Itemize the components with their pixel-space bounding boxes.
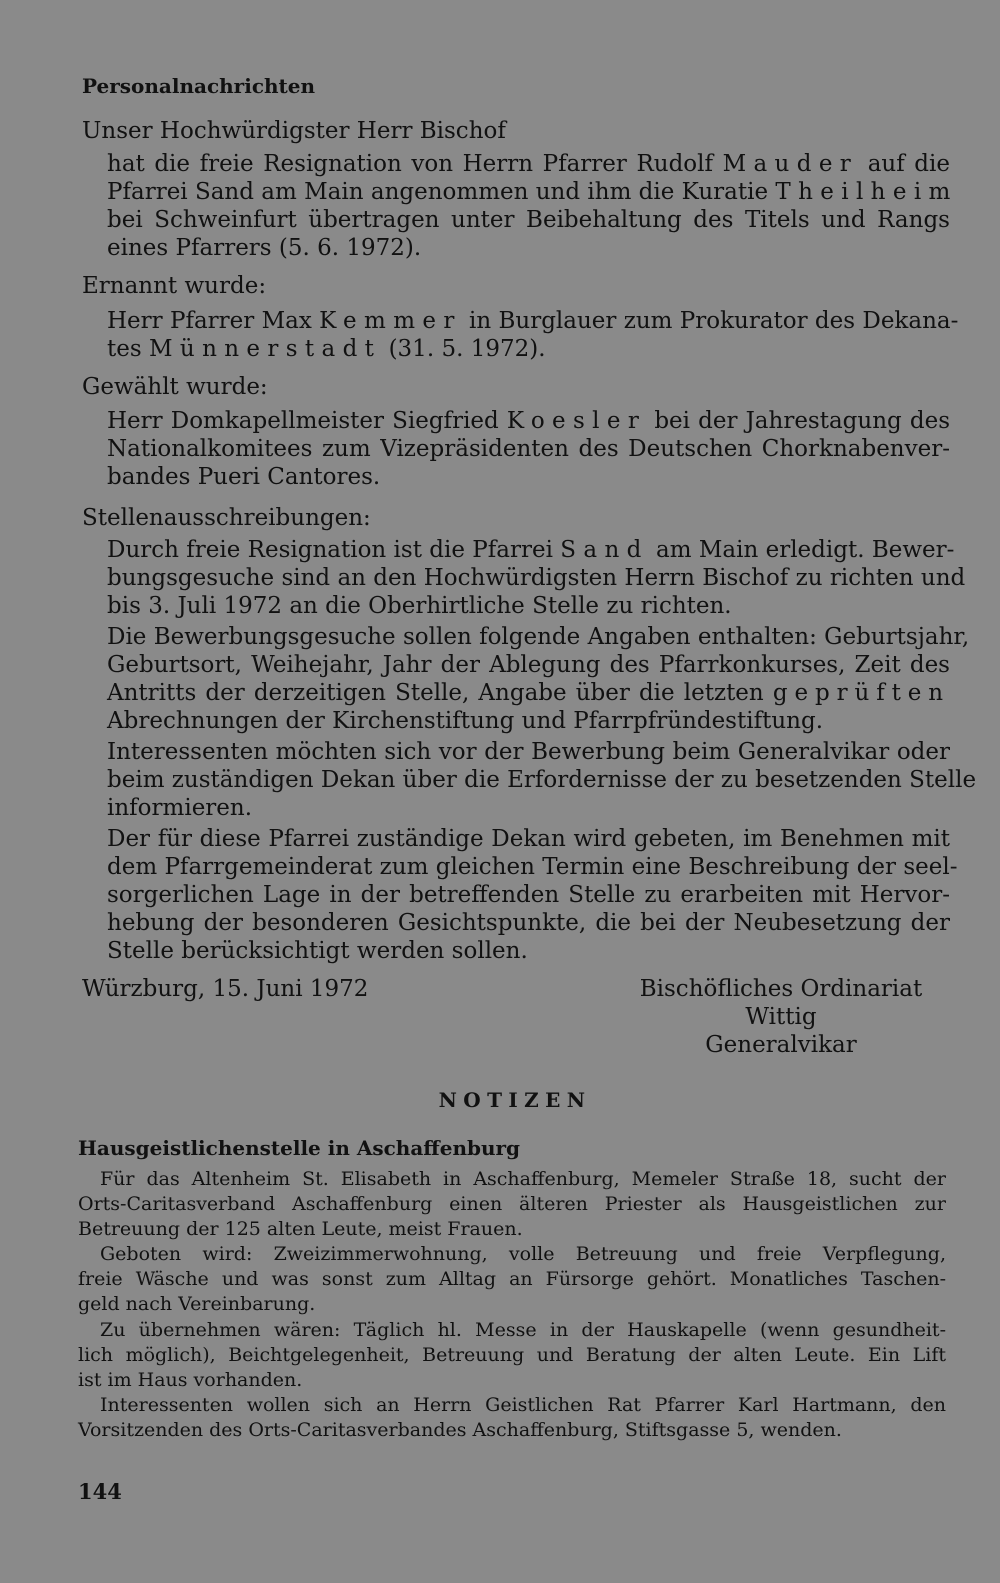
paragraph-line: bandes Pueri Cantores. (107, 464, 381, 490)
notice-title: Hausgeistlichenstelle in Aschaffenburg (78, 1136, 521, 1160)
signature-org: Bischöfliches Ordinariat (639, 976, 923, 1002)
paragraph-line: Antritts der derzeitigen Stelle, Angabe über die letzten geprüften (107, 680, 950, 706)
paragraph-line: Interessenten möchten sich vor der Bewerbung beim Generalvikar oder (107, 739, 950, 765)
paragraph-line: Pfarrei Sand am Main angenommen und ihm die Kuratie Theilheim (107, 179, 958, 205)
paragraph-line: Herr Domkapellmeister Siegfried Koesler bei der Jahrestagung des (107, 408, 951, 434)
notice-line: Für das Altenheim St. Elisabeth in Aschaffenburg, Memeler Straße 18, sucht der (100, 1168, 946, 1190)
paragraph-line: hat die freie Resignation von Herrn Pfarrer Rudolf Mauder auf die (107, 151, 951, 177)
place-date: Würzburg, 15. Juni 1972 (82, 976, 369, 1002)
notice-line: Vorsitzenden des Orts-Caritasverbandes Aschaffenburg, Stiftsgasse 5, wenden. (78, 1419, 842, 1441)
section-heading-notizen: NOTIZEN (438, 1088, 592, 1112)
paragraph-line: tes Münnerstadt (31. 5. 1972). (107, 336, 546, 362)
paragraph-line: hebung der besonderen Gesichtspunkte, die bei der Neubesetzung der (107, 910, 950, 936)
paragraph-line: eines Pfarrers (5. 6. 1972). (107, 235, 422, 261)
paragraph-line: Abrechnungen der Kirchenstiftung und Pfarrpfründestiftung. (107, 708, 823, 734)
paragraph-line: Durch freie Resignation ist die Pfarrei Sand am Main erledigt. Bewer- (107, 537, 955, 563)
intro-line: Unser Hochwürdigster Herr Bischof (82, 118, 506, 144)
signature-role: Generalvikar (705, 1032, 857, 1058)
notice-line: freie Wäsche und was sonst zum Alltag an Fürsorge gehört. Monatliches Taschen- (78, 1268, 946, 1290)
paragraph-line: Nationalkomitees zum Vizepräsidenten des Deutschen Chorknabenver- (107, 436, 950, 462)
section-title: Personalnachrichten (82, 74, 316, 98)
notice-line: Orts-Caritasverband Aschaffenburg einen älteren Priester als Hausgeistlichen zur (78, 1193, 946, 1215)
paragraph-line: dem Pfarrgemeinderat zum gleichen Termin eine Beschreibung der seel- (107, 854, 958, 880)
notice-line: Zu übernehmen wären: Täglich hl. Messe in der Hauskapelle (wenn gesundheit- (100, 1319, 946, 1341)
notice-line: Betreuung der 125 alten Leute, meist Frauen. (78, 1218, 523, 1240)
notice-line: Geboten wird: Zweizimmerwohnung, volle Betreuung und freie Verpflegung, (100, 1243, 946, 1265)
label-gewaehlt: Gewählt wurde: (82, 374, 268, 400)
label-ernannt: Ernannt wurde: (82, 273, 267, 299)
paragraph-line: beim zuständigen Dekan über die Erfordernisse der zu besetzenden Stelle (107, 767, 977, 793)
notice-line: Interessenten wollen sich an Herrn Geistlichen Rat Pfarrer Karl Hartmann, den (100, 1394, 946, 1416)
paragraph-line: informieren. (107, 795, 253, 821)
label-stellenausschreibungen: Stellenausschreibungen: (82, 505, 371, 531)
paragraph-line: Stelle berücksichtigt werden sollen. (107, 938, 528, 964)
paragraph-line: bis 3. Juli 1972 an die Oberhirtliche Stelle zu richten. (107, 593, 732, 619)
page-number: 144 (78, 1479, 122, 1504)
paragraph-line: Geburtsort, Weihejahr, Jahr der Ablegung des Pfarrkonkurses, Zeit des (107, 652, 950, 678)
paragraph-line: Der für diese Pfarrei zuständige Dekan wird gebeten, im Benehmen mit (107, 826, 950, 852)
signature-name: Wittig (745, 1004, 817, 1030)
paragraph-line: Herr Pfarrer Max Kemmer in Burglauer zum Prokurator des Dekana- (107, 308, 959, 334)
notice-line: geld nach Vereinbarung. (78, 1293, 316, 1315)
notice-line: ist im Haus vorhanden. (78, 1369, 303, 1391)
notice-line: lich möglich), Beichtgelegenheit, Betreuung und Beratung der alten Leute. Ein Lift (78, 1344, 946, 1366)
paragraph-line: sorgerlichen Lage in der betreffenden Stelle zu erarbeiten mit Hervor- (107, 882, 950, 908)
paragraph-line: bungsgesuche sind an den Hochwürdigsten Herrn Bischof zu richten und (107, 565, 966, 591)
paragraph-line: Die Bewerbungsgesuche sollen folgende Angaben enthalten: Geburtsjahr, (107, 624, 970, 650)
paragraph-line: bei Schweinfurt übertragen unter Beibehaltung des Titels und Rangs (107, 207, 950, 233)
